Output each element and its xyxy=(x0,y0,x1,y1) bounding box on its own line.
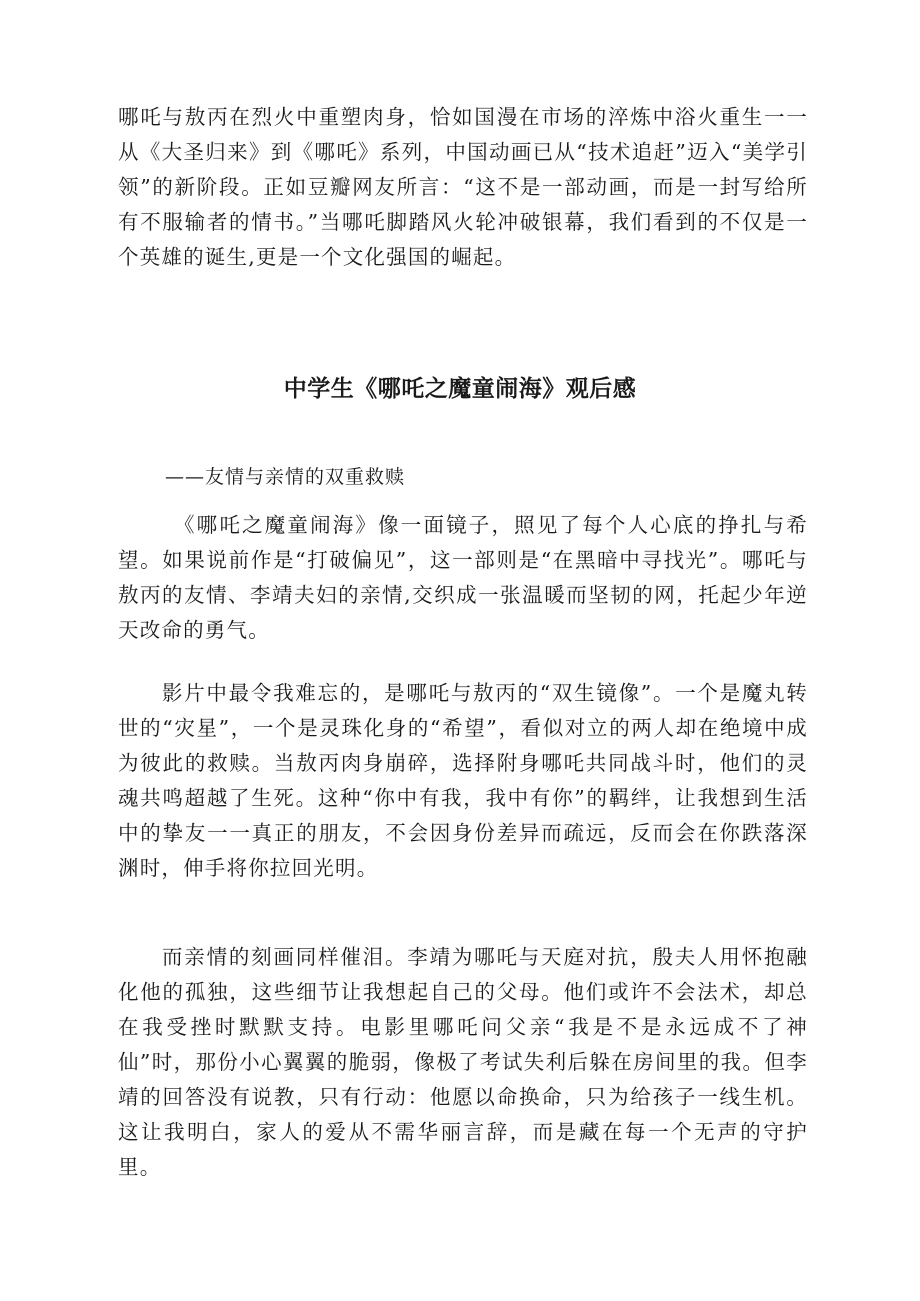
article-subtitle: ——友情与亲情的双重救赎 xyxy=(165,466,406,488)
body-paragraph: 影片中最令我难忘的，是哪吒与敖丙的“双生镜像”。一个是魔丸转世的“灾星”，一个是灵珠化身的“希望”，看似对立的两人却在绝境中成为彼此的救赎。当敖丙肉身崩碎，选择附身哪吒共同战斗时，他们的灵魂共鸣超越了生死。这种“你中有我，我中有你”的羁绊，让我想到生活中的挚友一一真正的朋友，不会因身份差异而疏远，反而会在你跌落深渊时，伸手将你拉回光明。 xyxy=(118,681,808,880)
body-section-1 xyxy=(118,508,808,648)
intro-section xyxy=(118,100,808,275)
intro-paragraph: 哪吒与敖丙在烈火中重塑肉身，恰如国漫在市场的淬炼中浴火重生一一从《大圣归来》到《哪吒》系列，中国动画已从“技术追赶”迈入“美学引领”的新阶段。正如豆瓣网友所言：“这不是一部动画，而是一封写给所有不服输者的情书。”当哪吒脚踏风火轮冲破银幕，我们看到的不仅是一个英雄的诞生,更是一个文化强国的崛起。 xyxy=(118,105,808,269)
article-title: 中学生《哪吒之魔童闹海》观后感 xyxy=(283,376,637,402)
body-section-3 xyxy=(118,940,808,1185)
body-paragraph: 《哪吒之魔童闹海》像一面镜子，照见了每个人心底的挣扎与希望。如果说前作是“打破偏见”，这一部则是“在黑暗中寻找光”。哪吒与敖丙的友情、李靖夫妇的亲情,交织成一张温暖而坚韧的网，托起少年逆天改命的勇气。 xyxy=(118,513,808,642)
body-section-2 xyxy=(118,676,808,886)
body-paragraph: 而亲情的刻画同样催泪。李靖为哪吒与天庭对抗，殷夫人用怀抱融化他的孤独，这些细节让我想起自己的父母。他们或许不会法术，却总在我受挫时默默支持。电影里哪吒问父亲“我是不是永远成不了神仙”时，那份小心翼翼的脆弱，像极了考试失利后躲在房间里的我。但李靖的回答没有说教，只有行动：他愿以命换命，只为给孩子一线生机。这让我明白，家人的爱从不需华丽言辞，而是藏在每一个无声的守护里。 xyxy=(118,945,808,1179)
